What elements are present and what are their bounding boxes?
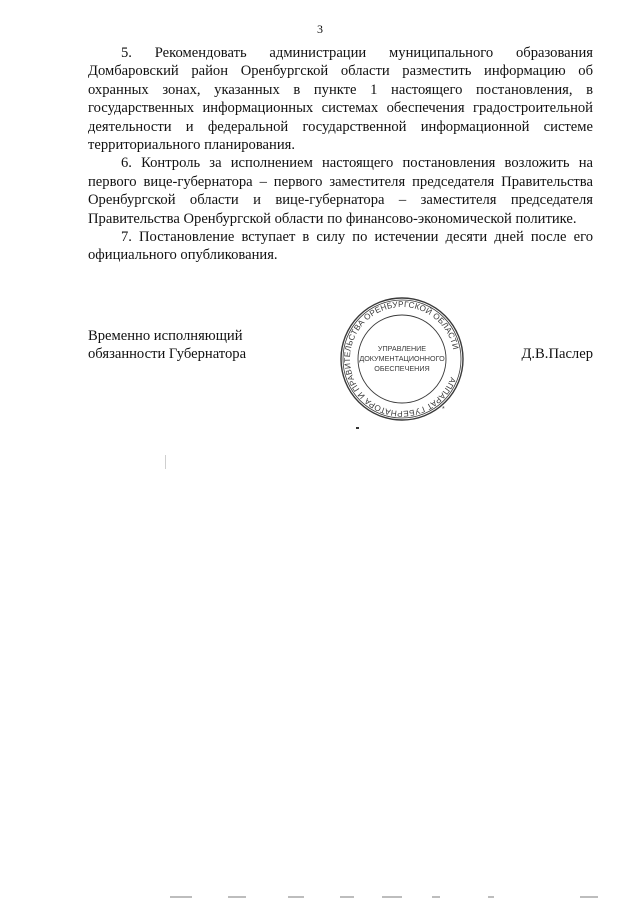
stamp-inner-line-2: ДОКУМЕНТАЦИОННОГО — [359, 354, 445, 363]
paragraph-5: 5. Рекомендовать администрации муниципального образования Домбаровский район Оренбургской области разместить информацию об охранных зонах, указанных в пункте 1 настоящего постановления, в государственных информационных системах обеспечения градостроительной деятельности и федеральной государственной информационной системе территориального планирования. — [88, 45, 593, 154]
signer-name: Д.В.Паслер — [521, 346, 593, 362]
scan-edge-artifacts — [170, 896, 600, 900]
scan-speck — [356, 427, 359, 429]
stamp-outer-text: АППАРАТ ГУБЕРНАТОРА И ПРАВИТЕЛЬСТВА ОРЕНБУРГСКОЙ ОБЛАСТИ — [342, 299, 461, 419]
signer-position-line-1: Временно исполняющий — [88, 328, 243, 344]
scan-artifact-line — [165, 455, 166, 469]
stamp-seal-graphic — [338, 295, 466, 423]
page-number: 3 — [317, 22, 323, 36]
svg-text:*: * — [442, 406, 445, 413]
paragraph-6: 6. Контроль за исполнением настоящего постановления возложить на первого вице-губернатора – первого заместителя председателя Правительства Оренбургской области и вице-губернатора – заместителя председателя Правительства Оренбургской области по финансово-экономической политике. — [88, 155, 593, 227]
official-stamp — [338, 295, 466, 423]
stamp-inner-line-1: УПРАВЛЕНИЕ — [377, 344, 427, 353]
signer-position-line-2: обязанности Губернатора — [88, 346, 247, 363]
document-body — [88, 44, 593, 265]
stamp-inner-line-3: ОБЕСПЕЧЕНИЯ — [374, 364, 430, 373]
paragraph-7: 7. Постановление вступает в силу по истечении десяти дней после его официального опубликования. — [88, 229, 593, 264]
signer-position — [88, 327, 308, 364]
